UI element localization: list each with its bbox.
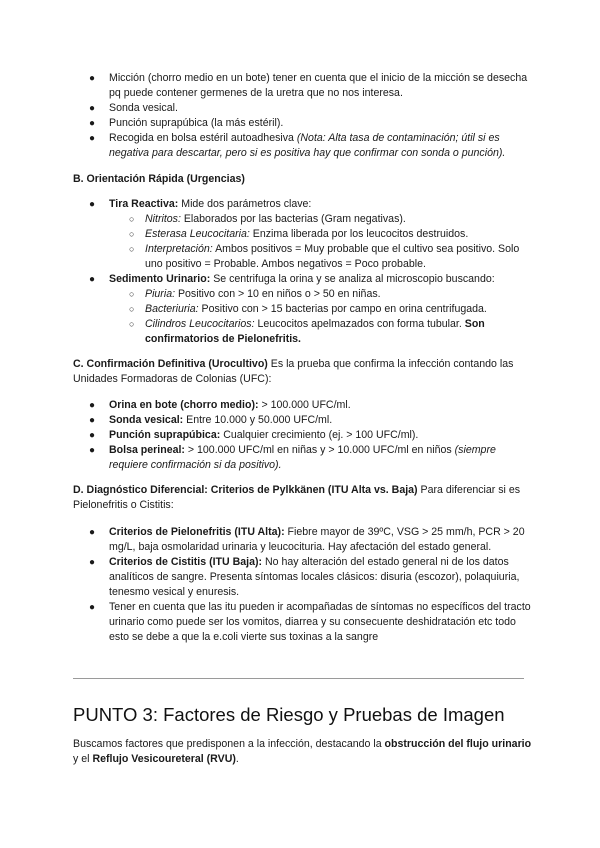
bullet-icon: ● <box>89 73 96 84</box>
sub-list-item: ○ Nitritos: Elaborados por las bacterias (Gram negativas). <box>129 213 406 225</box>
list-item: ● Criterios de Pielonefritis (ITU Alta): Fiebre mayor de 39ºC, VSG > 25 mm/h, PCR > 20 mg/L, baja osmolaridad urinaria y leucocituria. Hay afectación del estado general. <box>89 526 525 553</box>
section-b <box>73 172 533 187</box>
list-item: ● Criterios de Cistitis (ITU Baja): No hay alteración del estado general ni de los datos analíticos de sangre. Presenta síntomas locales clásicos: disuria (escozor), polaquiuria, tenesmo vesical y enuresis. <box>89 556 520 598</box>
list-item: ● Orina en bote (chorro medio): > 100.000 UFC/ml. <box>89 399 351 411</box>
section-d-intro: D. Diagnóstico Diferencial: Criterios de Pylkkänen (ITU Alta vs. Baja) Para diferenciar si es Pielonefritis o Cistitis: <box>73 484 521 511</box>
horizontal-divider <box>73 678 524 679</box>
bullet-icon: ● <box>89 527 96 538</box>
section-c-list <box>73 398 533 473</box>
bullet-icon: ● <box>89 274 96 285</box>
list-item: ● Sonda vesical: Entre 10.000 y 50.000 UFC/ml. <box>89 414 333 426</box>
sub-list-item: ○ Esterasa Leucocitaria: Enzima liberada por los leucocitos destruidos. <box>129 228 469 240</box>
bullet-icon: ● <box>89 103 96 114</box>
bullet-icon: ● <box>89 430 96 441</box>
punto3-title: PUNTO 3: Factores de Riesgo y Pruebas de Imagen <box>73 704 505 725</box>
section-d-list <box>73 525 533 645</box>
section-d-heading: D. Diagnóstico Diferencial: Criterios de Pylkkänen (ITU Alta vs. Baja) <box>73 484 418 496</box>
list-item: ● Punción suprapúbica (la más estéril). <box>89 117 284 129</box>
section-b-heading: B. Orientación Rápida (Urgencias) <box>73 173 245 185</box>
list-item: ● Punción suprapúbica: Cualquier crecimiento (ej. > 100 UFC/ml). <box>89 429 419 441</box>
list-item: ● Recogida en bolsa estéril autoadhesiva (Nota: Alta tasa de contaminación; útil si es negativa para descartar, pero si es positiva hay que confirmar con sonda o punción). <box>89 132 506 159</box>
bullet-icon: ● <box>89 199 96 210</box>
sub-list-item: ○ Interpretación: Ambos positivos = Muy probable que el cultivo sea positivo. Solo uno positivo = Probable. Ambos negativos = Poco probable. <box>129 243 520 270</box>
circle-bullet-icon: ○ <box>129 229 135 239</box>
list-item: ● Sonda vesical. <box>89 102 178 114</box>
bullet-icon: ● <box>89 415 96 426</box>
section-c-heading: C. Confirmación Definitiva (Urocultivo) <box>73 358 268 370</box>
list-item: ● Tira Reactiva: Mide dos parámetros clave: <box>89 198 312 210</box>
list-item: ● Bolsa perineal: > 100.000 UFC/ml en niñas y > 10.000 UFC/ml en niños (siempre requiere confirmación si da positivo). <box>89 444 496 471</box>
bullet-icon: ● <box>89 602 96 613</box>
circle-bullet-icon: ○ <box>129 244 135 254</box>
bullet-icon: ● <box>89 400 96 411</box>
list-item: ● Micción (chorro medio en un bote) tener en cuenta que el inicio de la micción se desecha pq puede contener germenes de la uretra que no nos interesa. <box>89 72 528 99</box>
bullet-icon: ● <box>89 445 96 456</box>
bullet-icon: ● <box>89 118 96 129</box>
bullet-icon: ● <box>89 133 96 144</box>
section-c-intro: C. Confirmación Definitiva (Urocultivo) Es la prueba que confirma la infección contando las Unidades Formadoras de Colonias (UFC): <box>73 358 514 385</box>
collection-methods-list <box>73 71 533 161</box>
list-item: ● Tener en cuenta que las itu pueden ir acompañadas de síntomas no específicos del tracto urinario como puede ser los vomitos, diarrea y su consecuente deshidratación etc todo esto se debe a que la e.coli vierte sus toxinas a la sangre <box>89 601 531 643</box>
section-b-list <box>73 197 533 347</box>
sub-list-item: ○ Piuria: Positivo con > 10 en niños o > 50 en niñas. <box>129 288 381 300</box>
circle-bullet-icon: ○ <box>129 289 135 299</box>
circle-bullet-icon: ○ <box>129 214 135 224</box>
circle-bullet-icon: ○ <box>129 319 135 329</box>
sub-list-item: ○ Cilindros Leucocitarios: Leucocitos apelmazados con forma tubular. Son confirmatorios de Pielonefritis. <box>129 318 485 345</box>
punto3-paragraph: Buscamos factores que predisponen a la infección, destacando la obstrucción del flujo urinario y el Reflujo Vesicoureteral (RVU). <box>73 738 532 765</box>
circle-bullet-icon: ○ <box>129 304 135 314</box>
sub-list-item: ○ Bacteriuria: Positivo con > 15 bacterias por campo en orina centrifugada. <box>129 303 487 315</box>
bullet-icon: ● <box>89 557 96 568</box>
list-item: ● Sedimento Urinario: Se centrifuga la orina y se analiza al microscopio buscando: <box>89 273 495 285</box>
